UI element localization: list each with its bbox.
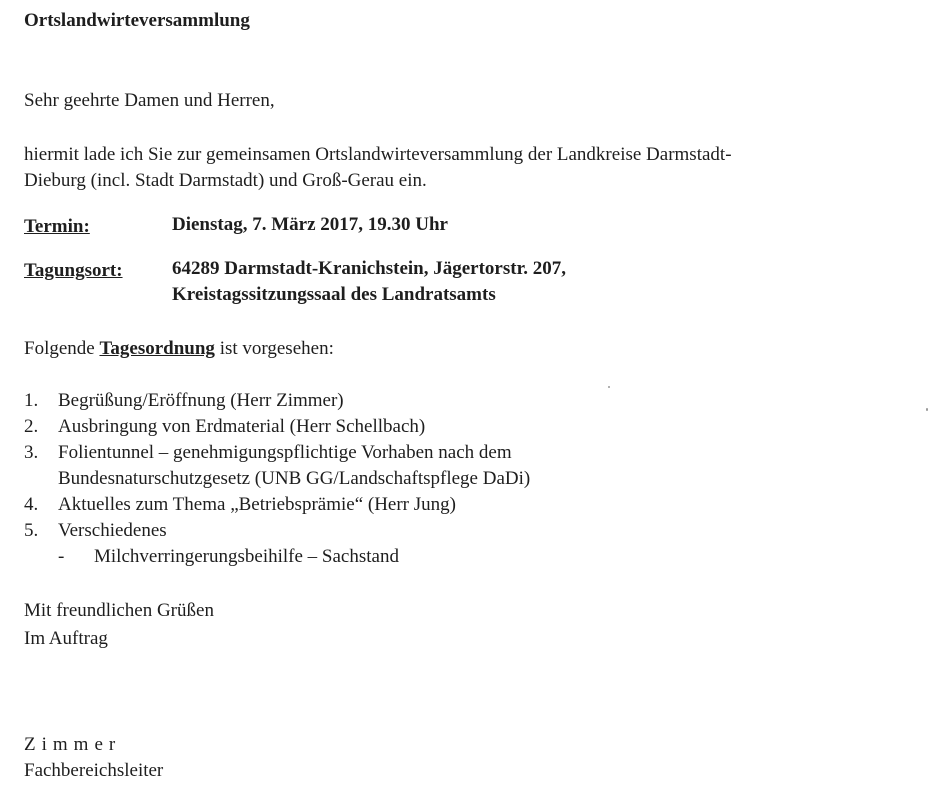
agenda-item-text: Verschiedenes (58, 520, 167, 541)
agenda-item-number: 2. (24, 416, 39, 437)
agenda-item (24, 390, 344, 412)
closing-line-2: Im Auftrag (24, 628, 108, 649)
signer-title: Fachbereichsleiter (24, 760, 164, 781)
agenda-item-number: 5. (24, 520, 39, 541)
agenda-intro-prefix: Folgende (24, 338, 100, 359)
tagungsort-value-line-1: 64289 Darmstadt-Kranichstein, Jägertorstr. 207, (172, 258, 567, 279)
intro-line-2: Dieburg (incl. Stadt Darmstadt) und Groß-Gerau ein. (24, 170, 427, 191)
tagungsort-value-line-2: Kreistagssitzungssaal des Landratsamts (172, 284, 496, 305)
tagungsort-label: Tagungsort: (24, 260, 123, 281)
termin-label: Termin: (24, 216, 90, 237)
agenda-item (24, 494, 456, 516)
agenda-item-number: 1. (24, 390, 39, 411)
agenda-item-number: 4. (24, 494, 39, 515)
agenda-item-text: Begrüßung/Eröffnung (Herr Zimmer) (58, 390, 344, 411)
agenda-item (24, 442, 512, 464)
signer-name: Zimmer (24, 734, 122, 755)
sub-item-text: Milchverringerungsbeihilfe – Sachstand (94, 546, 399, 567)
scan-speck (926, 408, 928, 411)
termin-value: Dienstag, 7. März 2017, 19.30 Uhr (172, 214, 448, 235)
intro-line-1: hiermit lade ich Sie zur gemeinsamen Ortslandwirteversammlung der Landkreise Darmstadt- (24, 144, 732, 165)
agenda-intro-emphasis: Tagesordnung (99, 338, 215, 359)
closing-line-1: Mit freundlichen Grüßen (24, 600, 214, 621)
agenda-item-text: Folientunnel – genehmigungspflichtige Vorhaben nach dem (58, 442, 512, 463)
document-heading: Ortslandwirteversammlung (24, 10, 250, 31)
salutation: Sehr geehrte Damen und Herren, (24, 90, 275, 111)
agenda-item-text: Ausbringung von Erdmaterial (Herr Schellbach) (58, 416, 426, 437)
agenda-item (24, 520, 167, 542)
agenda-sub-item (58, 546, 399, 568)
sub-item-bullet: - (58, 546, 65, 567)
agenda-intro (24, 338, 334, 360)
agenda-intro-suffix: ist vorgesehen: (214, 338, 334, 359)
agenda-item (24, 416, 425, 438)
agenda-item-text: Aktuelles zum Thema „Betriebsprämie“ (Herr Jung) (58, 494, 456, 515)
agenda-item-continuation: Bundesnaturschutzgesetz (UNB GG/Landschaftspflege DaDi) (58, 468, 531, 489)
agenda-item-number: 3. (24, 442, 39, 463)
scan-speck (608, 386, 610, 388)
